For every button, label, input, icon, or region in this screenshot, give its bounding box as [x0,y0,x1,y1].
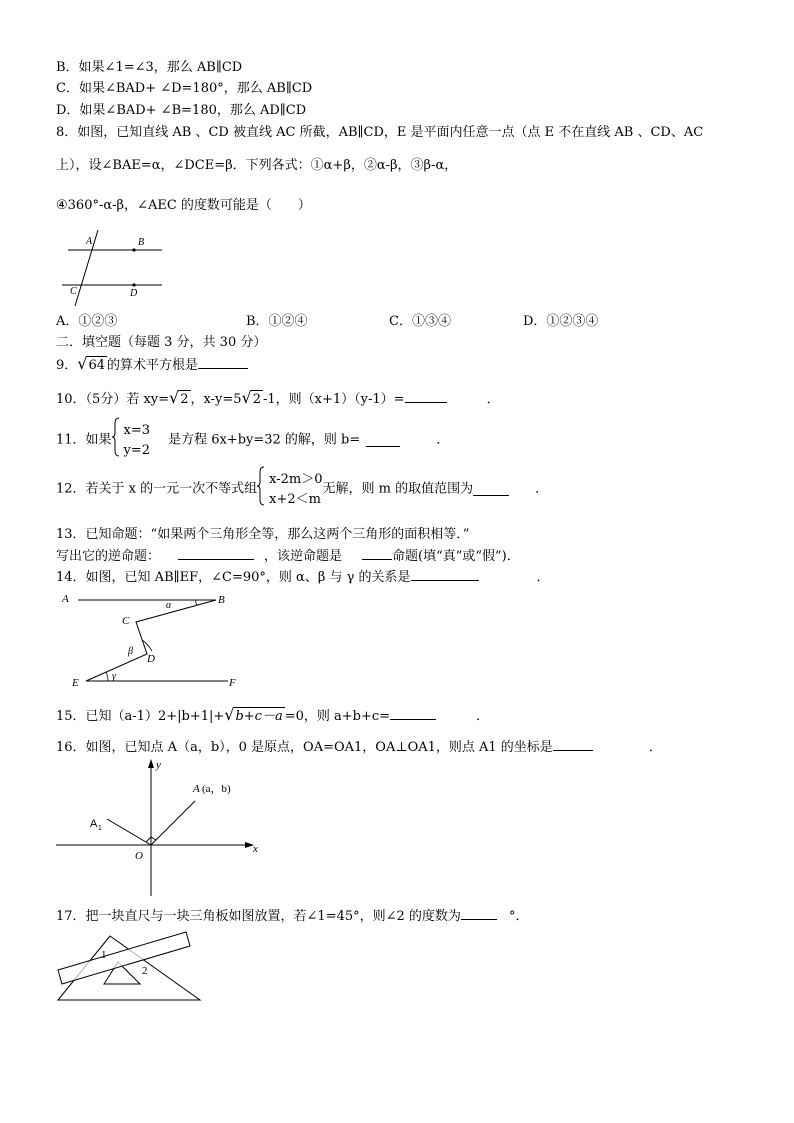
label-b: B [138,237,145,248]
q15-radicand: b+c－a [235,709,283,724]
q16-text: 16．如图，已知点 A（a，b），0 是原点，OA=OA1，OA⊥OA1，则点 A1 的坐标是 [56,740,553,755]
label-d: D [130,288,138,299]
q15 [56,706,489,725]
q13-converse-blank[interactable] [178,547,254,560]
q11-eq1: x=3 [123,422,151,438]
arc-gamma [106,672,108,681]
q11-end: ． [436,432,450,448]
arc-beta [142,640,152,651]
label-o: O [135,850,143,862]
y-arrow-icon [148,759,154,768]
q14-end: ． [536,570,550,585]
q10-r1: 2 [180,392,189,407]
q14-text: 14．如图，已知 AB∥EF，∠C=90°，则 α、β 与 γ 的关系是 [56,570,411,585]
q10-end: ． [486,392,500,407]
q14 [56,568,550,586]
q8-choice-a: A．①②③ [56,314,118,329]
label-f: F [229,677,236,689]
brace-icon [112,417,120,464]
q10-r2: 2 [252,392,261,407]
ruler [58,932,190,984]
label-beta: β [128,646,133,657]
q12-system [265,470,322,510]
zigzag-bcde [86,600,216,681]
brace-icon [257,466,265,513]
q15-pre: 15．已知（a-1）2+|b+1|+ [56,709,225,724]
label-gamma: γ [112,671,116,682]
q10-mid: ，x-y=5 [190,392,242,407]
label-e: E [72,677,79,689]
option-q7-c: C．如果∠BAD+ ∠D=180°，那么 AB∥CD [56,81,313,96]
q11-system [120,421,151,461]
sqrt-icon: √ [241,388,252,407]
q12-eq2: x+2＜m [269,491,321,507]
sqrt-icon: √ [169,388,180,407]
q8-line2: 上），设∠BAE=α，∠DCE=β．下列各式：①α+β，②α-β，③β-α， [56,158,458,173]
label-a: A [86,236,93,247]
q8-choice-c: C．①③④ [389,314,451,329]
q12-answer-blank[interactable] [473,483,509,496]
q15-post: =0，则 a+b+c= [284,709,391,724]
q9-post: 的算术平方根是 [107,358,199,373]
q9-pre: 9． [56,358,78,373]
segment-oa1 [107,819,151,845]
q12-post: 无解，则 m 的取值范围为 [322,481,474,497]
q14-answer-blank[interactable] [411,568,479,581]
q13-post: 命题(填“真”或“假”)． [392,549,520,564]
q11-pre: 11．如果 [56,432,112,448]
q10-answer-blank[interactable] [405,390,447,403]
point-d [132,283,135,286]
q10-pre: 10．（5分）若 xy= [56,392,170,407]
q8-choice-b: B．①②④ [246,314,308,329]
point-b [132,248,135,251]
q10 [56,389,500,408]
q13-mid: ，该逆命题是 [264,549,343,564]
q16-answer-blank[interactable] [553,738,593,751]
q13-truth-blank[interactable] [362,547,392,560]
label-alpha: α [166,600,172,611]
label-angle-1: 1 [101,949,107,961]
arc-alpha [196,600,198,605]
option-q7-d: D．如果∠BAD+ ∠B=180，那么 AD∥CD [56,103,307,118]
label-y: y [156,759,161,771]
label-a: A [193,783,200,795]
q15-answer-blank[interactable] [390,707,436,720]
label-d: D [147,653,155,665]
q14-figure [58,588,243,690]
q12-pre: 12．若关于 x 的一元一次不等式组 [56,481,258,497]
label-b: B [218,594,225,606]
q12-end: ． [535,481,549,497]
q8-choice-d: D．①②③④ [523,314,599,329]
option-q7-b: B．如果∠1=∠3，那么 AB∥CD [56,60,243,75]
q16-end: ． [648,740,662,755]
q17-answer-blank[interactable] [461,907,497,920]
q11-answer-blank[interactable] [366,434,400,447]
q17-text: 17．把一块直尺与一块三角板如图放置，若∠1=45°，则∠2 的度数为 [56,909,461,924]
q17-end: °． [508,909,529,924]
label-x: x [253,843,258,855]
q17 [56,907,528,925]
q8-line3: ④360°-α-β，∠AEC 的度数可能是（ ） [56,198,311,213]
q12 [56,466,548,513]
q13-line1: 13．已知命题：“如果两个三角形全等，那么这两个三角形的面积相等．” [56,527,470,542]
label-a-coord: (a，b) [202,783,231,795]
label-c: C [122,615,130,627]
q16 [56,738,662,756]
label-angle-2: 2 [142,965,148,977]
q11-post: 是方程 6x+by=32 的解，则 b= [168,432,361,448]
q9 [56,355,248,374]
label-a1-sub: 1 [98,825,102,832]
q10-post: -1，则（x+1）（y-1）= [263,392,405,407]
q17-figure [56,928,206,1004]
sqrt-icon: √ [224,705,235,724]
q13-line2 [56,547,520,565]
q9-answer-blank[interactable] [198,356,248,369]
section-title: 二．填空题（每题 3 分，共 30 分） [56,335,267,350]
label-a: A [62,593,69,605]
q11-eq2: y=2 [123,442,151,458]
label-a1: A [90,818,98,830]
q11 [56,417,449,464]
segment-oa [151,801,195,845]
label-c: C [70,286,77,297]
q13-pre: 写出它的逆命题： [56,549,161,564]
q16-figure [56,756,266,898]
sqrt-icon: √ [77,354,88,373]
q8-figure [58,226,178,308]
q12-eq1: x-2m＞0 [269,471,323,487]
q9-radicand: 64 [88,358,106,373]
q15-end: ． [476,709,490,724]
q8-line1: 8．如图，已知直线 AB 、CD 被直线 AC 所截，AB∥CD，E 是平面内任意一点（点 E 不在直线 AB 、CD、AC [56,125,704,140]
